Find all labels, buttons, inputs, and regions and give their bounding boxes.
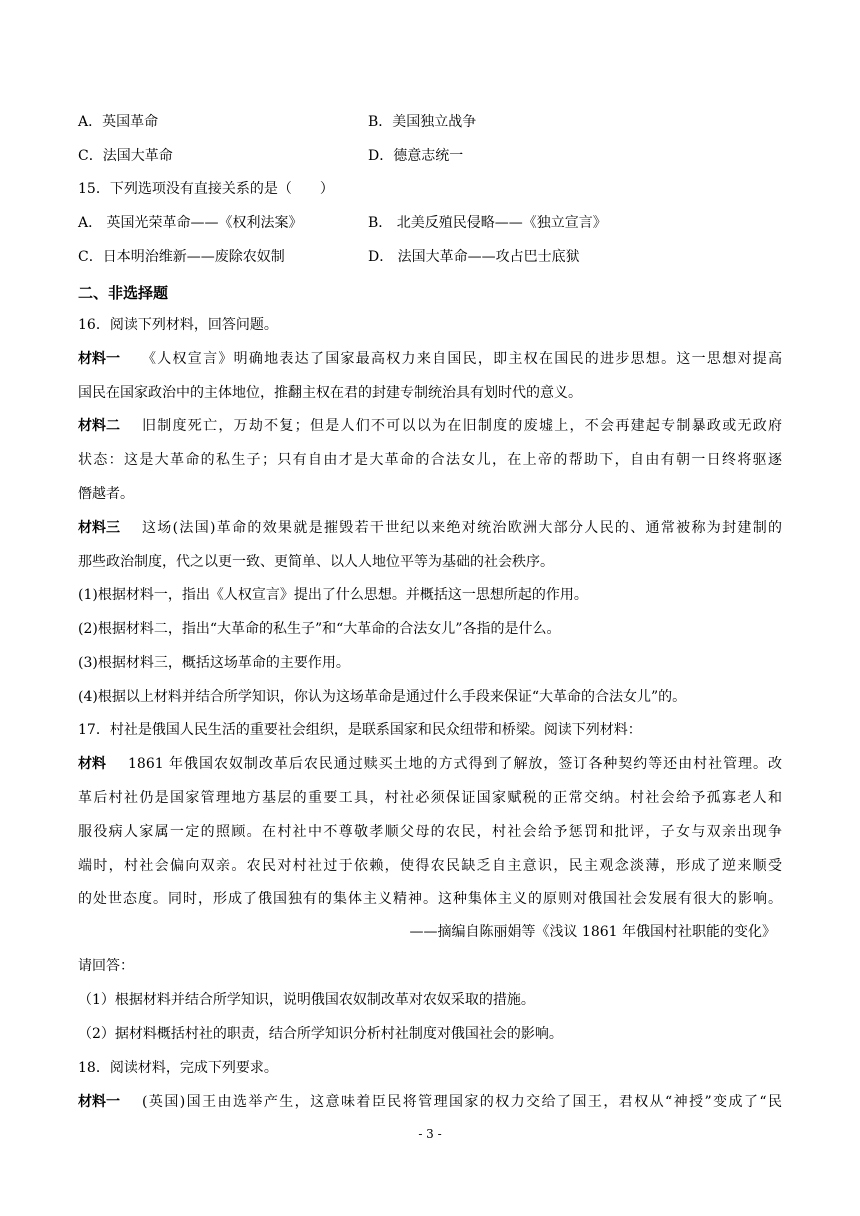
q17-source: ——摘编自陈丽娟等《浅议 1861 年俄国村社职能的变化》 [409, 924, 776, 940]
q18-stem: 18．阅读材料，完成下列要求。 [78, 1060, 278, 1076]
q16-question-3: (3)根据材料三，概括这场革命的主要作用。 [78, 655, 350, 671]
q15-option-d: D． 法国大革命——攻占巴士底狱 [368, 249, 580, 265]
q16-material2-line1: 旧制度死亡，万劫不复；但是人们不可以以为在旧制度的废墟上，不会再建起专制暴政或无政府 [142, 418, 782, 434]
q16-material3-line1: 这场(法国)革命的效果就是摧毁若干世纪以来绝对统治欧洲大部分人民的、通常被称为封建制的 [142, 520, 782, 536]
q16-material3-line2: 那些政治制度，代之以更一致、更简单、以人人地位平等为基础的社会秩序。 [78, 554, 554, 570]
q17-material-line4: 端时，村社会偏向双亲。农民对村社过于依赖，使得农民缺乏自主意识，民主观念淡薄，形成了逆来顺受 [78, 858, 782, 874]
q14-option-a: A．英国革命 [78, 114, 159, 130]
q17-question-2: （2）据材料概括村社的职责，结合所学知识分析村社制度对俄国社会的影响。 [78, 1026, 563, 1042]
q15-option-b: B． 北美反殖民侵略——《独立宣言》 [368, 215, 607, 231]
q17-material-line2: 革后村社仍是国家管理地方基层的重要工具，村社必须保证国家赋税的正常交纳。村社会给予孤寡老人和 [78, 790, 782, 806]
q16-material1-label: 材料一 [78, 351, 120, 367]
q17-material-label: 材料 [78, 756, 106, 772]
q16-material1-line1: 《人权宣言》明确地表达了国家最高权力来自国民，即主权在国民的进步思想。这一思想对提高 [142, 351, 782, 367]
q17-material-line3: 服役病人家属一定的照顾。在村社中不尊敬孝顺父母的农民，村社会给予惩罚和批评，子女与双亲出现争 [78, 824, 782, 840]
q16-material2-line3: 僭越者。 [78, 486, 134, 502]
q14-option-d: D．德意志统一 [368, 148, 464, 164]
section-title: 二、非选择题 [78, 284, 169, 302]
q16-question-1: (1)根据材料一，指出《人权宣言》提出了什么思想。并概括这一思想所起的作用。 [78, 587, 588, 603]
q14-option-c: C．法国大革命 [78, 148, 173, 164]
q16-material3-label: 材料三 [78, 520, 120, 536]
q16-stem: 16．阅读下列材料，回答问题。 [78, 317, 278, 333]
q17-material-line5: 的处世态度。同时，形成了俄国独有的集体主义精神。这种集体主义的原则对俄国社会发展有很大的影响。 [78, 891, 782, 907]
q17-question-1: （1）根据材料并结合所学知识，说明俄国农奴制改革对农奴采取的措施。 [78, 992, 535, 1008]
q16-material2-line2: 状态：这是大革命的私生子；只有自由才是大革命的合法女儿，在上帝的帮助下，自由有朝一日终将驱逐 [78, 452, 782, 468]
q15-option-c: C．日本明治维新——废除农奴制 [78, 249, 285, 265]
q14-option-b: B．美国独立战争 [368, 114, 477, 130]
q16-material2-label: 材料二 [78, 418, 120, 434]
page-number: - 3 - [418, 1127, 442, 1141]
q17-ask: 请回答： [78, 958, 134, 974]
q16-question-2: (2)根据材料二，指出“大革命的私生子”和“大革命的合法女儿”各指的是什么。 [78, 621, 561, 637]
q15-option-a: A． 英国光荣革命——《权利法案》 [78, 215, 303, 231]
q18-material1-label: 材料一 [78, 1094, 120, 1110]
q16-question-4: (4)根据以上材料并结合所学知识，你认为这场革命是通过什么手段来保证“大革命的合法女儿”的。 [78, 689, 687, 705]
q17-material-line1: 1861 年俄国农奴制改革后农民通过赎买土地的方式得到了解放，签订各种契约等还由村社管理。改 [128, 756, 782, 772]
q15-stem: 15．下列选项没有直接关系的是（ ） [78, 181, 334, 197]
q16-material1-line2: 国民在国家政治中的主体地位，推翻主权在君的封建专制统治具有划时代的意义。 [78, 385, 582, 401]
q18-material1-line1: (英国)国王由选举产生，这意味着臣民将管理国家的权力交给了国王，君权从“神授”变成了“民 [142, 1094, 782, 1110]
q17-stem: 17．村社是俄国人民生活的重要社会组织，是联系国家和民众纽带和桥梁。阅读下列材料： [78, 722, 642, 738]
